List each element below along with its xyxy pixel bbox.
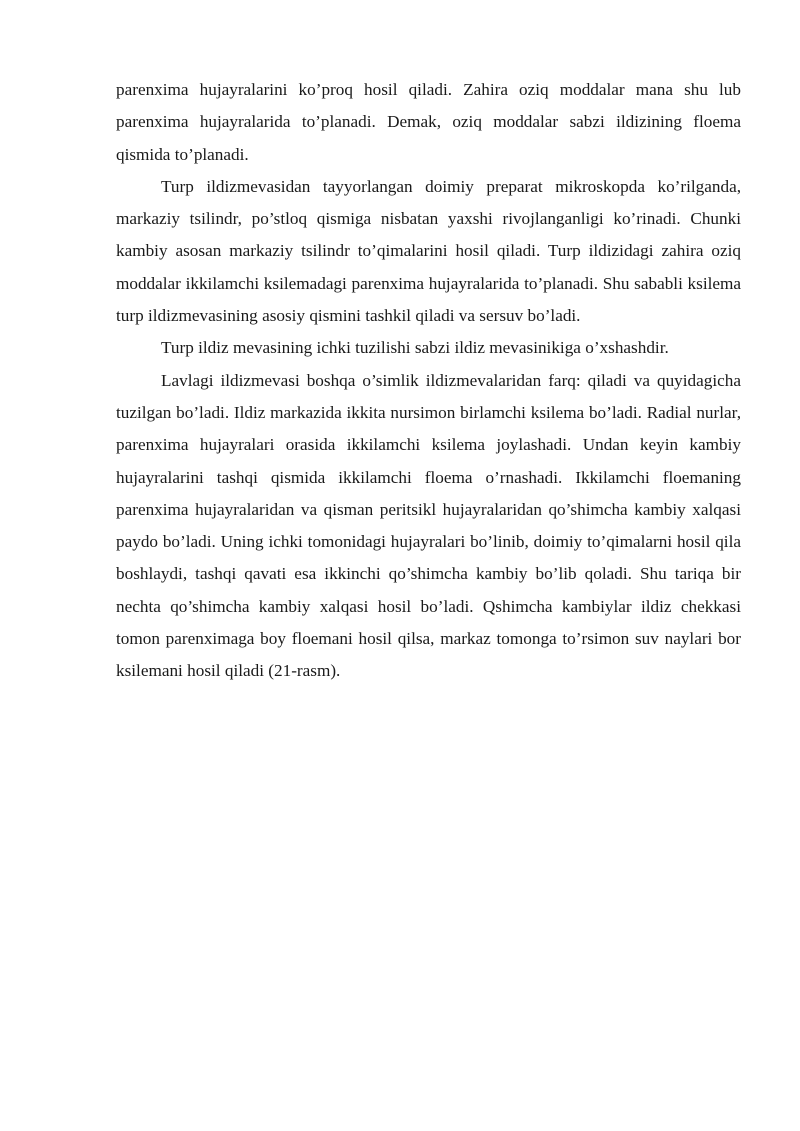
paragraph-continuation: parenxima hujayralarini ko’proq hosil qiladi. Zahira oziq moddalar mana shu lub parenxima hujayralarida to’planadi. Demak, oziq moddalar sabzi ildizining floema qismida to’planadi. [116,80,741,164]
document-page [116,74,741,688]
paragraph-lavlagi-structure: Lavlagi ildizmevasi boshqa o’simlik ildizmevalaridan farq: qiladi va quyidagicha tuzilgan bo’ladi. Ildiz markazida ikkita nursimon birlamchi ksilema bo’ladi. Radial nurlar, parenxima hujayralari orasida ikkilamchi ksilema joylashadi. Undan keyin kambiy hujayralarini tashqi qismida ikkilamchi floema o’rnashadi. Ikkilamchi floemaning parenxima hujayralaridan va qisman peritsikl hujayralaridan qo’shimcha kambiy xalqasi paydo bo’ladi. Uning ichki tomonidagi hujayralari bo’linib, doimiy to’qimalarni hosil qila boshlaydi, tashqi qavati esa ikkinchi qo’shimcha kambiy bo’lib qoladi. Shu tariqa bir nechta qo’shimcha kambiy xalqasi hosil bo’ladi. Qshimcha kambiylar ildiz chekkasi tomon parenximaga boy floemani hosil qilsa, markaz tomonga to’rsimon suv naylari bor ksilemani hosil qiladi (21-rasm). [116,370,741,681]
paragraph-turp-similarity: Turp ildiz mevasining ichki tuzilishi sabzi ildiz mevasinikiga o’xshashdir. [161,338,669,358]
paragraph-turp-structure: Turp ildizmevasidan tayyorlangan doimiy preparat mikroskopda ko’rilganda, markaziy tsilindr, po’stloq qismiga nisbatan yaxshi rivojlanganligi ko’rinadi. Chunki kambiy asosan markaziy tsilindr to’qimalarini hosil qiladi. Turp ildizidagi zahira oziq moddalar ikkilamchi ksilemadagi parenxima hujayralarida to’planadi. Shu sababli ksilema turp ildizmevasining asosiy qismini tashkil qiladi va sersuv bo’ladi. [116,176,741,326]
